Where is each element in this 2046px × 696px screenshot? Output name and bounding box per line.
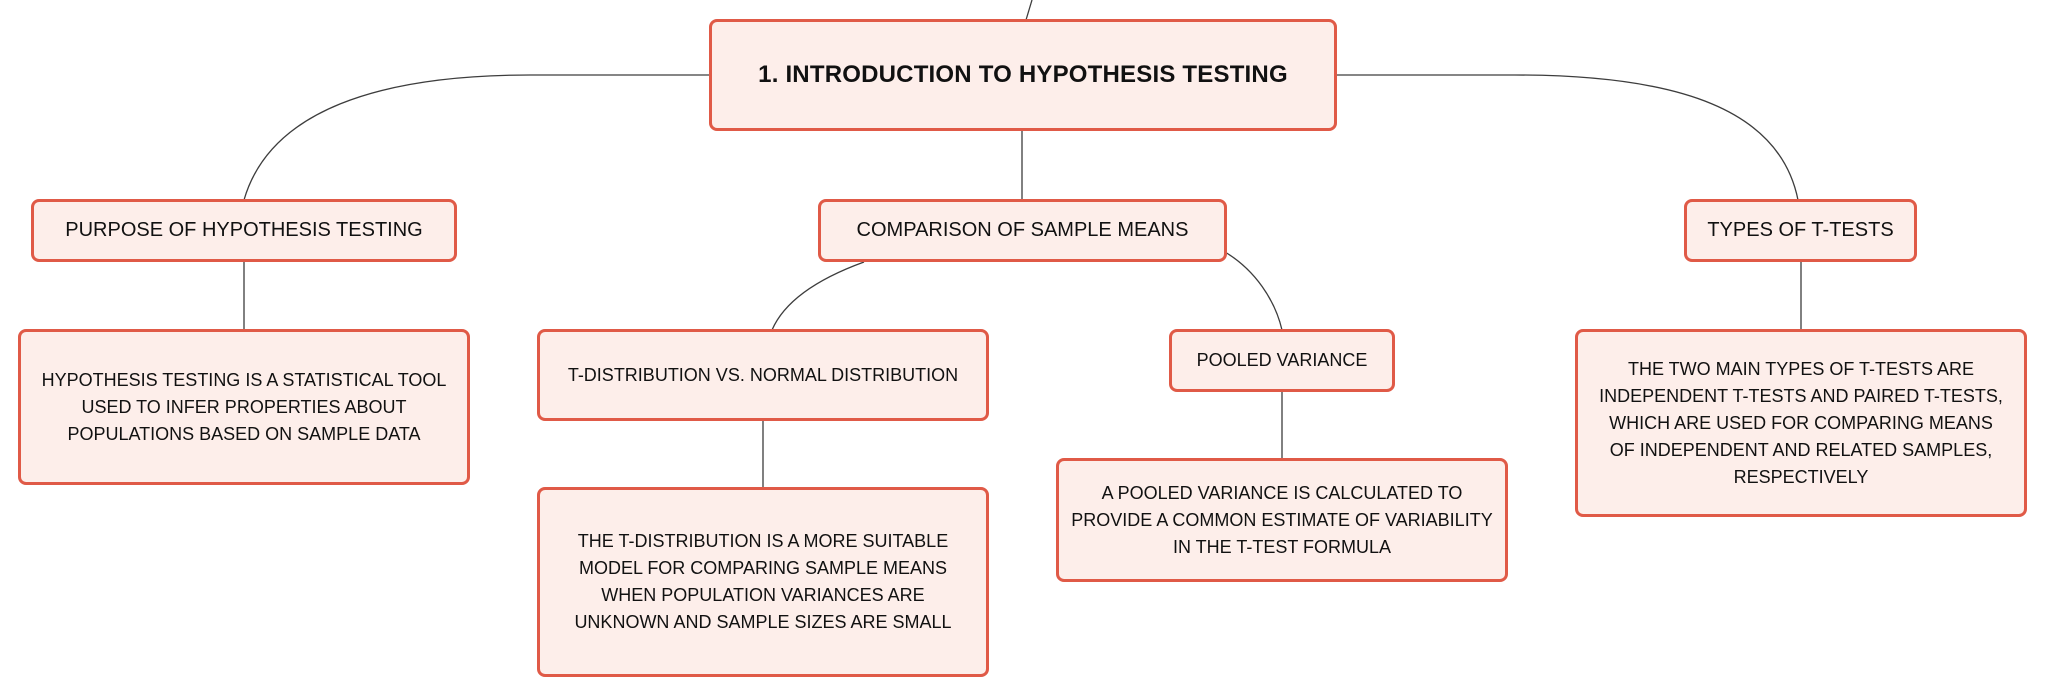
connector-parent-link: [1026, 0, 1032, 20]
detail-node-t-distribution[interactable]: [537, 487, 989, 677]
subtopic-node-t-distribution-label: T-DISTRIBUTION VS. NORMAL DISTRIBUTION: [567, 364, 959, 385]
topic-node-purpose[interactable]: [31, 199, 457, 262]
detail-node-purpose-text: HYPOTHESIS TESTING IS A STATISTICAL TOOL USED TO INFER PROPERTIES ABOUT POPULATIONS BASED ON SAMPLE DATA: [41, 369, 447, 444]
topic-node-types[interactable]: [1684, 199, 1917, 262]
detail-node-purpose[interactable]: [18, 329, 470, 485]
root-node[interactable]: [709, 19, 1337, 131]
detail-node-pooled-variance-text: A POOLED VARIANCE IS CALCULATED TO PROVIDE A COMMON ESTIMATE OF VARIABILITY IN THE T-TEST FORMULA: [1071, 482, 1493, 557]
subtopic-node-t-distribution[interactable]: [537, 329, 989, 421]
detail-node-types-text: THE TWO MAIN TYPES OF T-TESTS ARE INDEPENDENT T-TESTS AND PAIRED T-TESTS, WHICH ARE USED FOR COMPARING MEANS OF INDEPENDENT AND RELATED SAMPLES, RESPECTIVELY: [1599, 358, 2003, 487]
connector-root-to-types: [1336, 75, 1798, 200]
connector-root-to-purpose: [244, 75, 711, 200]
topic-node-purpose-label: PURPOSE OF HYPOTHESIS TESTING: [65, 219, 423, 241]
topic-node-comparison-label: COMPARISON OF SAMPLE MEANS: [856, 219, 1189, 241]
detail-node-types[interactable]: [1575, 329, 2027, 517]
topic-node-comparison[interactable]: [818, 199, 1227, 262]
connector-comparison-to-tdist: [772, 262, 864, 330]
subtopic-node-pooled-variance[interactable]: [1169, 329, 1395, 392]
detail-node-pooled-variance[interactable]: [1056, 458, 1508, 582]
topic-node-types-label: TYPES OF T-TESTS: [1707, 219, 1894, 241]
root-node-label: 1. INTRODUCTION TO HYPOTHESIS TESTING: [758, 61, 1288, 88]
subtopic-node-pooled-variance-label: POOLED VARIANCE: [1196, 350, 1368, 370]
connector-comparison-to-pooled: [1225, 252, 1282, 330]
detail-node-t-distribution-text: THE T-DISTRIBUTION IS A MORE SUITABLE MODEL FOR COMPARING SAMPLE MEANS WHEN POPULATION VARIANCES ARE UNKNOWN AND SAMPLE SIZES ARE SMALL: [574, 531, 952, 632]
